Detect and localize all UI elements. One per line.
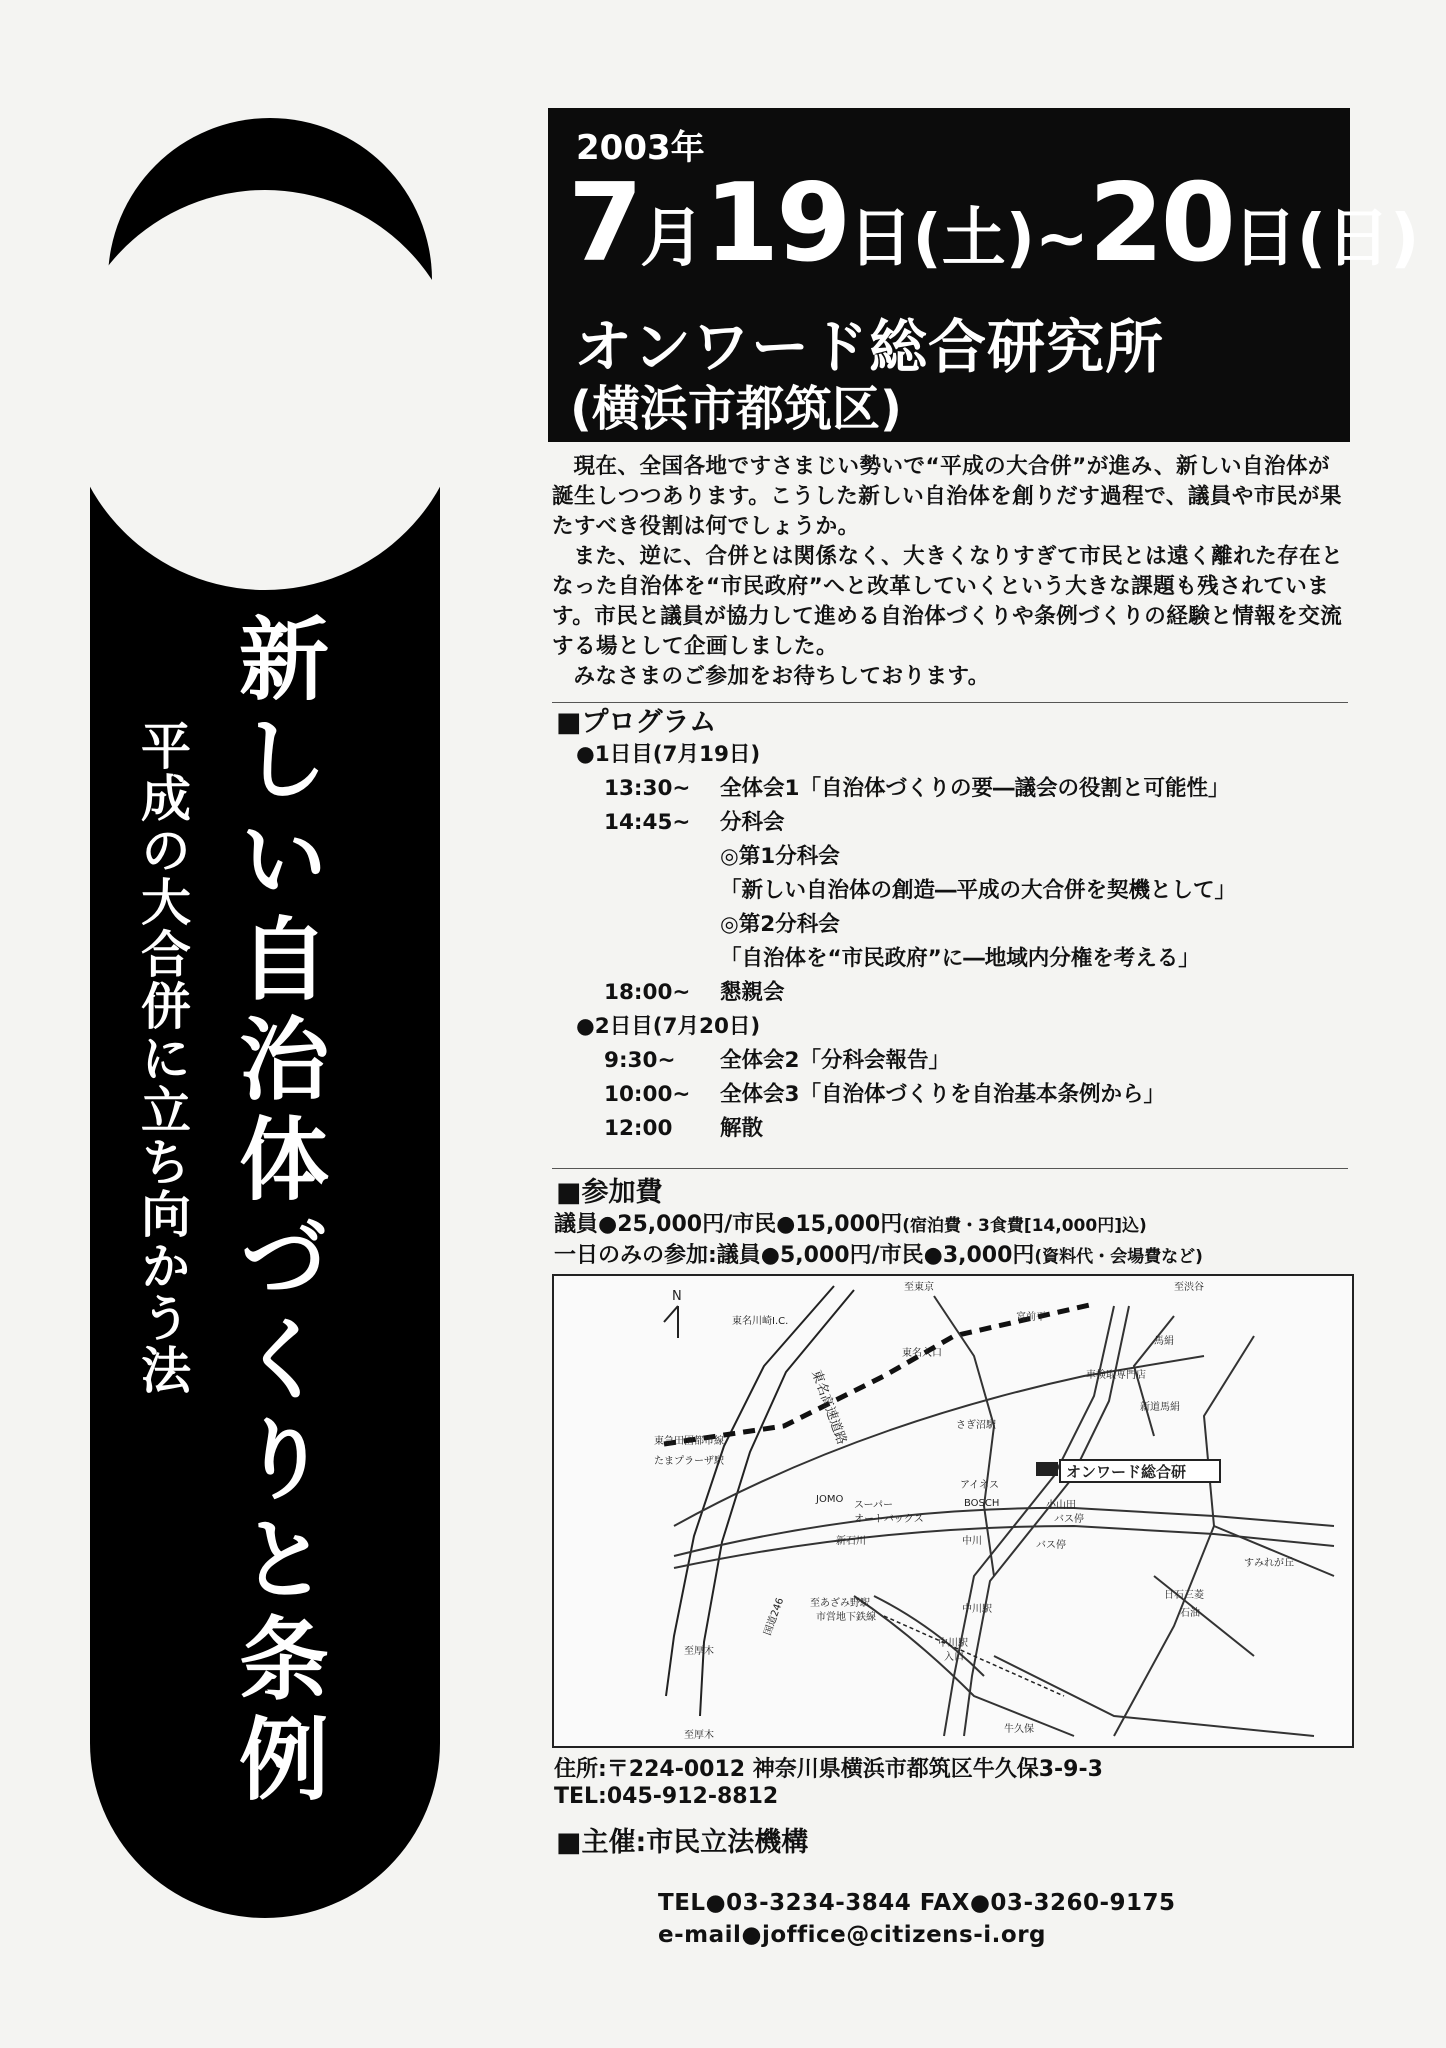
- map-label: 入口: [944, 1652, 964, 1663]
- map-label: 新道馬絹: [1140, 1402, 1180, 1413]
- map-label: さぎ沼駅: [956, 1420, 996, 1431]
- map-label: 日石三菱: [1164, 1590, 1204, 1601]
- program-item: 「新しい自治体の創造―平成の大合併を契機として」: [720, 878, 1237, 903]
- access-map: [552, 1274, 1354, 1748]
- program-item: 「自治体を“市民政府”に―地域内分権を考える」: [720, 946, 1200, 971]
- fee-line-1-main: 議員●25,000円/市民●15,000円: [554, 1212, 903, 1237]
- date-venue-header: [548, 108, 1420, 442]
- sub-title: 平成の大合併に立ち向かう法: [133, 720, 191, 1396]
- date-day1: 19: [704, 161, 849, 286]
- map-label: 至あざみ野駅: [810, 1598, 870, 1609]
- map-label: 中川駅: [962, 1604, 992, 1615]
- map-label: 至厚木: [684, 1646, 714, 1657]
- fee-line-1: [554, 1210, 1203, 1241]
- program-row: [556, 1112, 1352, 1146]
- date-day2-unit: 日(日): [1232, 202, 1420, 276]
- map-label: JOMO: [816, 1494, 844, 1505]
- map-label: 中川: [962, 1536, 982, 1547]
- fee-line-1-note: (宿泊費・3食費[14,000円]込): [902, 1216, 1147, 1236]
- map-label: BOSCH: [964, 1498, 1000, 1509]
- program-item: 解散: [720, 1116, 764, 1141]
- map-label: たまプラーザ駅: [654, 1456, 724, 1467]
- map-label: 車検取専門店: [1086, 1370, 1146, 1381]
- map-label-tomei: 東名高速道路: [808, 1368, 850, 1447]
- venue-name: オンワード総合研究所: [574, 313, 1165, 381]
- map-label: スーパー: [854, 1500, 893, 1511]
- organizer: ■主催:市民立法機構: [556, 1827, 809, 1858]
- program-time: [556, 908, 720, 942]
- program-time: 9:30~: [604, 1048, 676, 1073]
- subway-line: [884, 1616, 1064, 1696]
- program-item: ◎第1分科会: [720, 844, 840, 869]
- map-label: 石油: [1180, 1608, 1200, 1619]
- main-roads: [674, 1296, 1334, 1736]
- map-label: 馬絹: [1154, 1336, 1174, 1347]
- program-item: ◎第2分科会: [720, 912, 840, 937]
- program-row: [556, 806, 1352, 840]
- program-day2: ●2日目(7月20日): [576, 1014, 761, 1039]
- map-label: 至厚木: [684, 1730, 714, 1741]
- program-heading: ■プログラム: [556, 707, 717, 738]
- program-item: 全体会3「自治体づくりを自治基本条例から」: [720, 1082, 1165, 1107]
- fee-line-2-note: (資料代・会場費など): [1034, 1247, 1203, 1267]
- date-month: 7: [568, 161, 641, 286]
- program-time: 14:45~: [604, 810, 691, 835]
- program-row: [556, 772, 1352, 806]
- event-year: 2003年: [576, 128, 705, 168]
- pillar-notch: [65, 190, 465, 590]
- program-row: [556, 1044, 1352, 1078]
- fee-line-2: [554, 1241, 1203, 1272]
- program-row: [556, 874, 1352, 908]
- map-label: 至東京: [904, 1282, 934, 1293]
- intro-text: [552, 452, 1352, 692]
- map-label: 国道246: [762, 1596, 787, 1638]
- intro-paragraph-2: また、逆に、合併とは関係なく、大きくなりすぎて市民とは遠く離れた存在となった自治体を“市民政府”へと改革していくという大きな課題も残されています。市民と議員が協力して進める自治体づくりや条例づくりの経験と情報を交流する場として企画しました。: [552, 544, 1344, 659]
- program-time: [556, 942, 720, 976]
- intro-paragraph-3: みなさまのご参加をお待ちしております。: [573, 664, 990, 689]
- date-day2: 20: [1088, 161, 1233, 286]
- program-row: [556, 942, 1352, 976]
- map-label: バス停: [1054, 1514, 1084, 1525]
- program-day1: ●1日目(7月19日): [576, 742, 761, 767]
- map-label: 新石川: [836, 1536, 866, 1547]
- program-item: 全体会1「自治体づくりの要―議会の役割と可能性」: [720, 776, 1230, 801]
- map-label: 牛久保: [1004, 1724, 1034, 1735]
- map-label: 東名入口: [902, 1348, 942, 1359]
- map-label: すみれが丘: [1244, 1558, 1294, 1569]
- map-label: 東急田園都市線: [654, 1436, 724, 1447]
- program-row: [556, 840, 1352, 874]
- map-label: オートバックス: [854, 1514, 924, 1525]
- map-label-onward: オンワード総合研: [1066, 1463, 1187, 1481]
- onward-marker: [1036, 1460, 1220, 1482]
- fee-line-2-main: 一日のみの参加:議員●5,000円/市民●3,000円: [554, 1243, 1035, 1268]
- north-arrow-icon: [664, 1289, 682, 1338]
- program-list: [556, 738, 1352, 1146]
- map-label: アイネス: [960, 1480, 999, 1491]
- venue-area: (横浜市都筑区): [570, 381, 902, 437]
- program-item: 分科会: [720, 810, 785, 835]
- main-title: 新しい自治体づくりと条例: [223, 612, 329, 1812]
- map-svg: [554, 1276, 1352, 1746]
- venue-address: 住所:〒224-0012 神奈川県横浜市都筑区牛久保3-9-3: [554, 1757, 1103, 1782]
- program-time: 10:00~: [604, 1082, 691, 1107]
- program-time: 18:00~: [604, 980, 691, 1005]
- event-dates: [568, 161, 1420, 286]
- map-label: 東名川崎I.C.: [732, 1316, 789, 1327]
- program-item: 全体会2「分科会報告」: [720, 1048, 950, 1073]
- intro-paragraph-1: 現在、全国各地ですさまじい勢いで“平成の大合併”が進み、新しい自治体が誕生しつつあります。こうした新しい自治体を創りだす過程で、議員や市民が果たすべき役割は何でしょうか。: [552, 454, 1342, 539]
- program-item: 懇親会: [720, 980, 785, 1005]
- program-time: [556, 840, 720, 874]
- fee-heading: ■参加費: [556, 1177, 663, 1208]
- program-time: 12:00: [604, 1116, 673, 1141]
- program-time: [556, 874, 720, 908]
- map-label: 小山田: [1046, 1500, 1076, 1511]
- program-row: [556, 976, 1352, 1010]
- denentoshi-line: [664, 1304, 1094, 1444]
- map-label: 市営地下鉄線: [816, 1612, 876, 1623]
- date-month-unit: 月: [640, 202, 705, 276]
- map-label: バス停: [1036, 1540, 1066, 1551]
- organizer-email: e-mail●joffice@citizens-i.org: [658, 1922, 1047, 1948]
- map-label: 至渋谷: [1174, 1282, 1204, 1293]
- fee-block: [554, 1210, 1203, 1272]
- date-day1-unit: 日(土)~: [848, 202, 1089, 276]
- venue-tel: TEL:045-912-8812: [554, 1784, 779, 1809]
- map-label: 宮前平: [1016, 1312, 1046, 1323]
- divider-fee: [552, 1168, 1348, 1169]
- program-row: [556, 908, 1352, 942]
- program-time: 13:30~: [604, 776, 691, 801]
- north-label: N: [672, 1289, 682, 1304]
- map-label: 中川駅: [938, 1638, 968, 1649]
- organizer-contact: TEL●03-3234-3844 FAX●03-3260-9175: [658, 1890, 1176, 1916]
- program-row: [556, 1078, 1352, 1112]
